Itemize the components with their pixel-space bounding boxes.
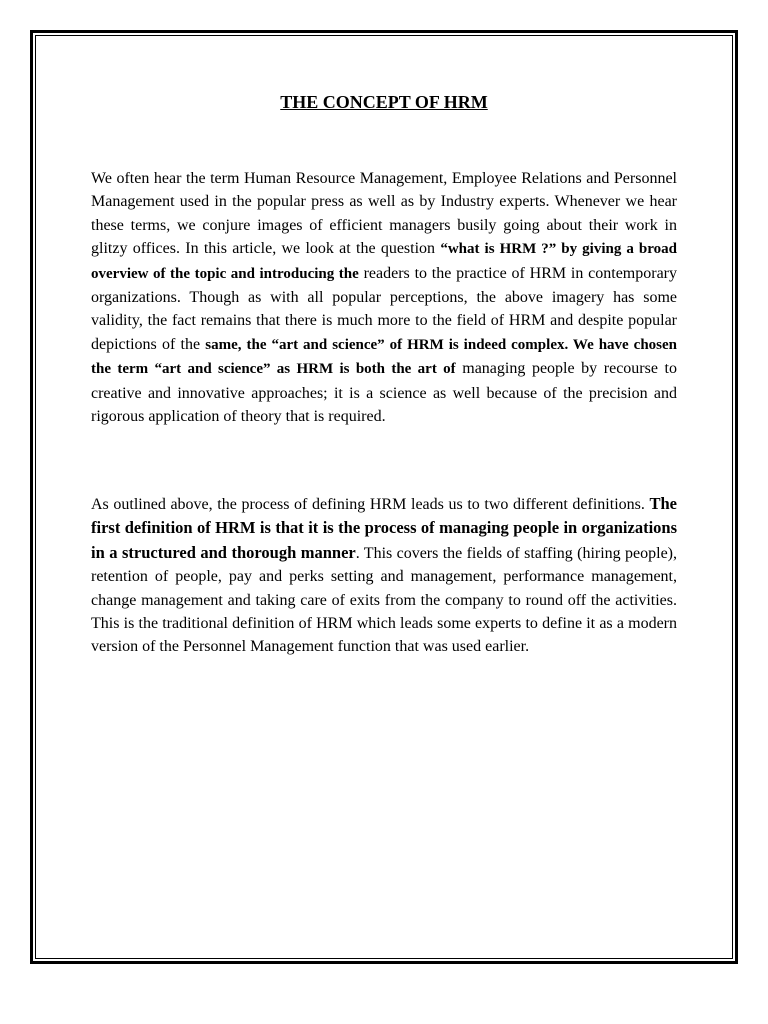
paragraph-1-bold-2: same, the “art and science” of HRM is indeed complex. We have chosen the term “art and science” as HRM is both the art of bbox=[91, 336, 678, 378]
paragraph-1-text-2: readers to the practice of HRM in contemporary organizations. Though as with all popular perceptions, the above imagery has some validity, the fact remains that there is much more to the field of HRM and despite popular depictions of the bbox=[91, 264, 677, 353]
paragraph-1-text-1: We often hear the term Human Resource Management, Employee Relations and Personnel Management used in the popular press as well as by Industry experts. Whenever we hear these terms, we conjure images of efficient managers busily going about their work in glitzy offices. In this article, we look at the question bbox=[91, 170, 677, 258]
paragraph-2 bbox=[91, 492, 677, 659]
document-title: THE CONCEPT OF HRM bbox=[280, 92, 488, 112]
paragraph-1-bold-1: “what is HRM ?” by giving a broad overview of the topic and introducing the bbox=[91, 241, 677, 282]
paragraph-2-text-2: . This covers the fields of staffing (hiring people), retention of people, pay and perks setting and management, performance management, change management and taking care of exits from the company to round off the activities. This is the traditional definition of HRM which leads some experts to define it as a modern version of the Personnel Management function that was used earlier. bbox=[91, 544, 677, 656]
paragraph-1-text-3: managing people by recourse to creative and innovative approaches; it is a science as well because of the precision and rigorous application of theory that is required. bbox=[91, 360, 677, 426]
paragraph-1 bbox=[91, 167, 677, 428]
paragraph-2-bold-1: The first definition of HRM is that it is the process of managing people in organizations in a structured and thorough manner bbox=[91, 494, 677, 562]
paragraph-2-text-1: As outlined above, the process of defining HRM leads us to two different definitions. bbox=[91, 496, 650, 513]
